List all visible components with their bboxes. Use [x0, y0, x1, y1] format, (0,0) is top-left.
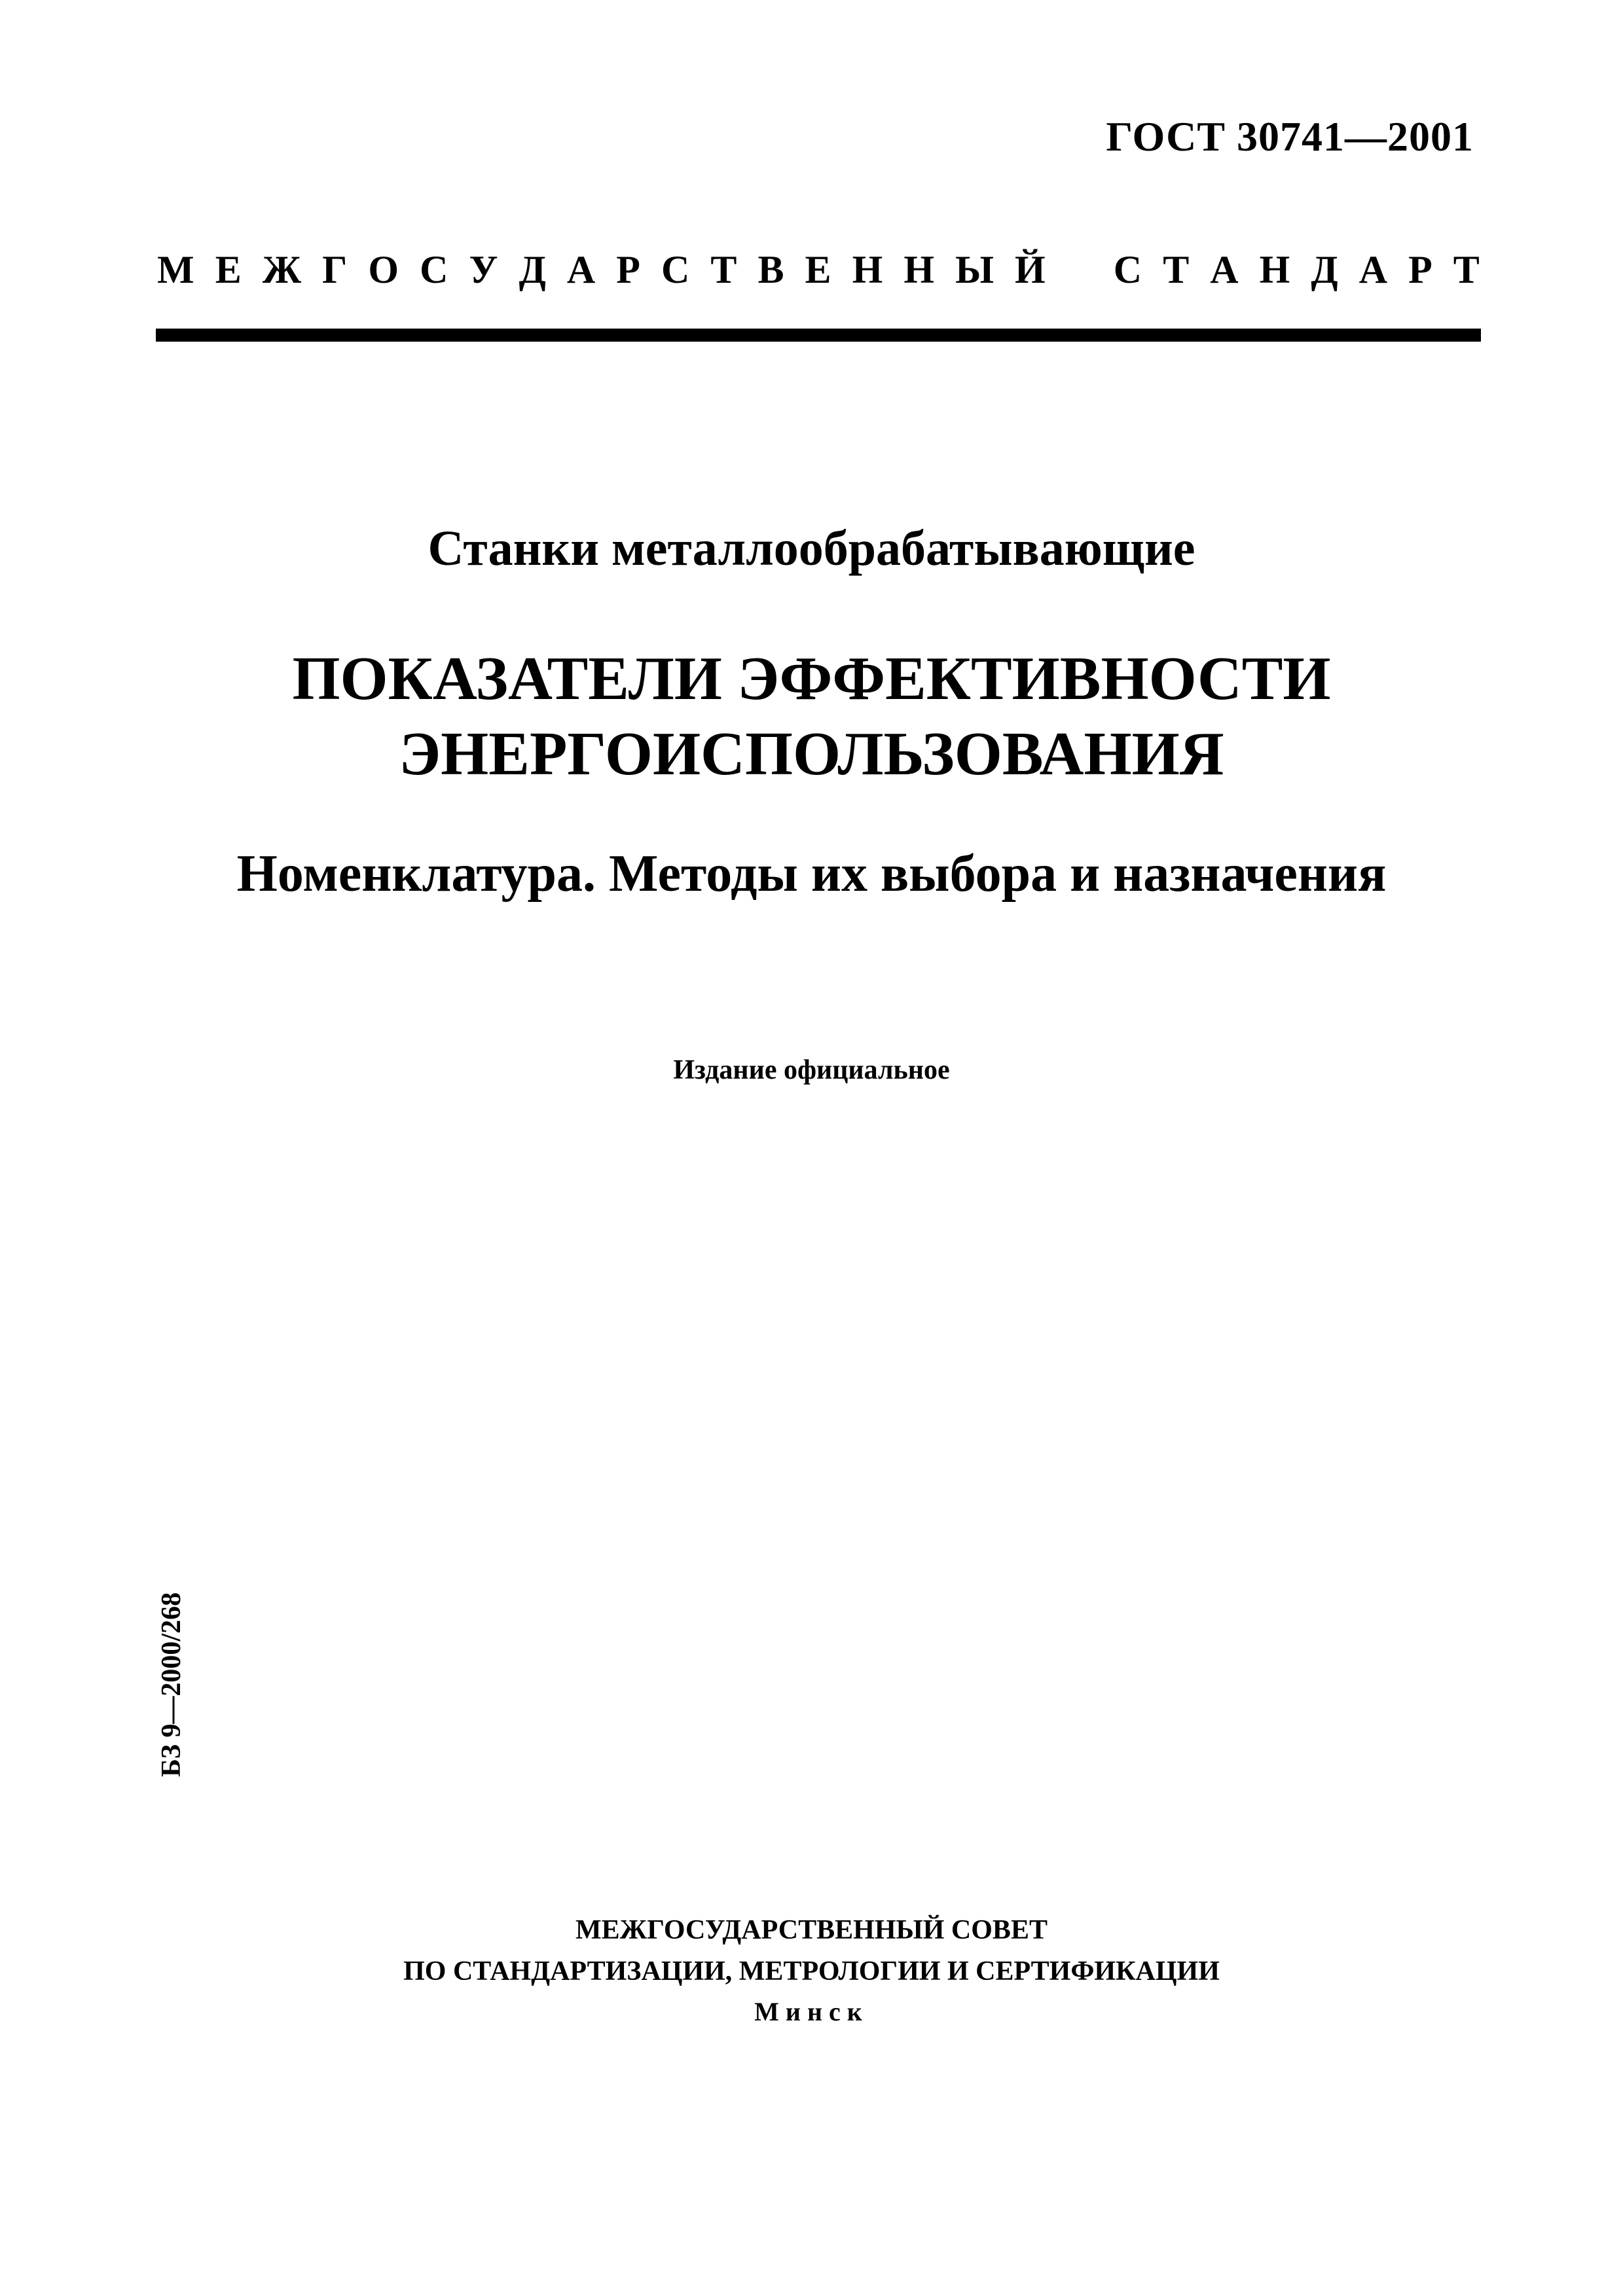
title-group: Станки металлообрабатывающие [428, 521, 1195, 576]
side-code: БЗ 9—2000/268 [156, 1592, 187, 1777]
title-main-line-2: ЭНЕРГОИСПОЛЬЗОВАНИЯ [399, 720, 1224, 788]
edition-label: Издание официальное [673, 1055, 950, 1085]
publisher-city: Минск [754, 1997, 869, 2026]
publisher-line-2: ПО СТАНДАРТИЗАЦИИ, МЕТРОЛОГИИ И СЕРТИФИКАЦИИ [403, 1956, 1220, 1986]
standard-designation: ГОСТ 30741—2001 [1106, 113, 1474, 160]
title-subtitle: Номенклатура. Методы их выбора и назначения [236, 845, 1387, 903]
publisher-line-1: МЕЖГОСУДАРСТВЕННЫЙ СОВЕТ [575, 1915, 1048, 1945]
standard-type-heading: М Е Ж Г О С У Д А Р С Т В Е Н Н Ы Й С Т А Н Д А Р Т [157, 248, 1480, 291]
title-main-line-1: ПОКАЗАТЕЛИ ЭФФЕКТИВНОСТИ [292, 645, 1331, 713]
heading-divider [156, 329, 1481, 342]
